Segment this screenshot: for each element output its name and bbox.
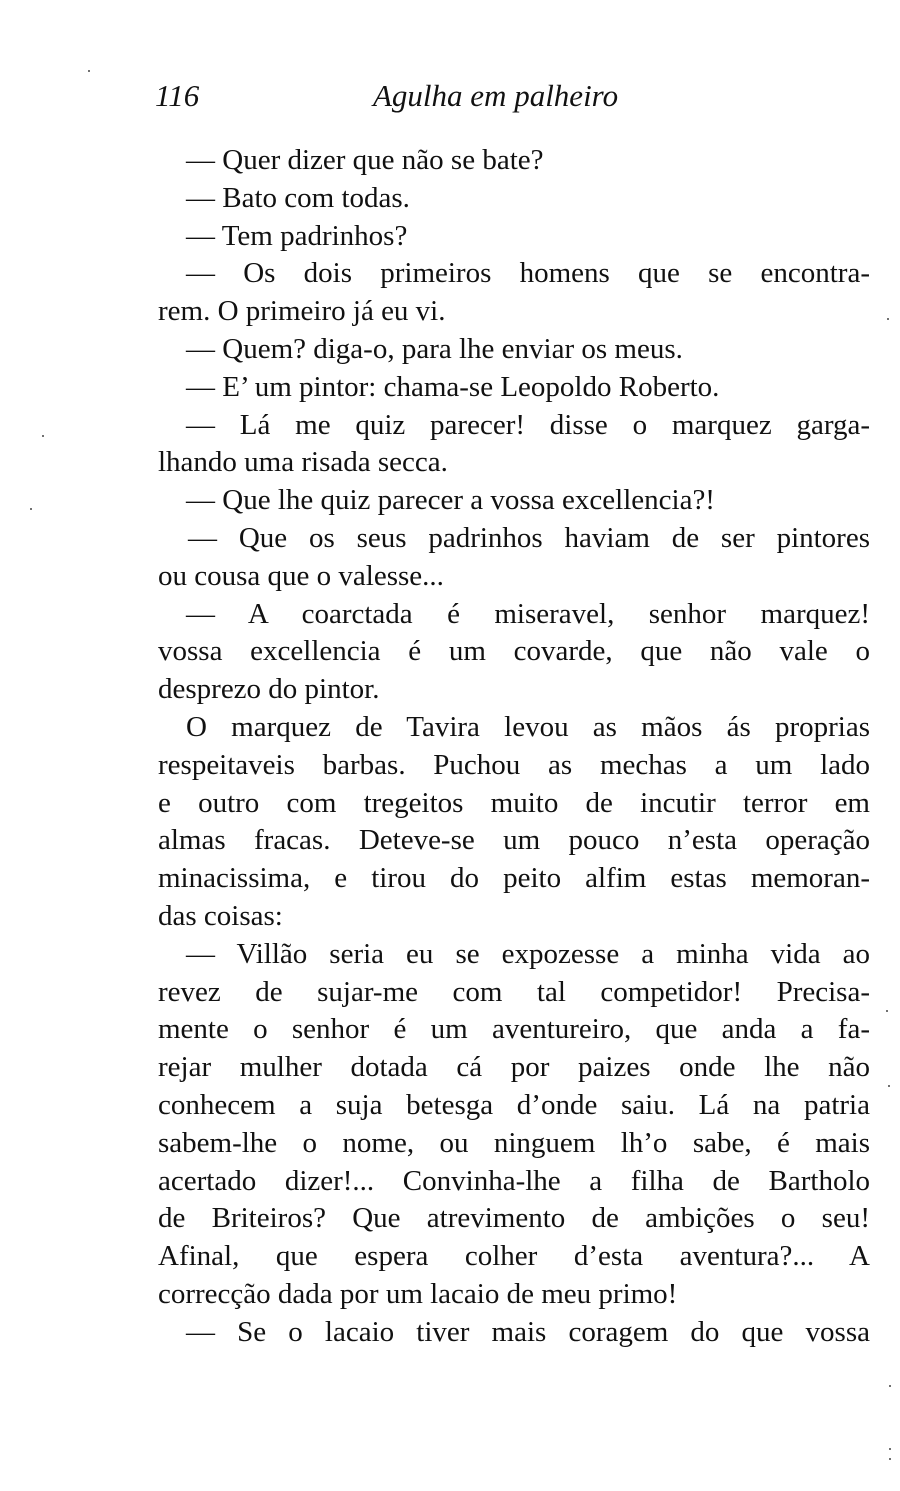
text-line: — Se o lacaio tiver mais coragem do que vossa	[186, 1315, 870, 1348]
text-line: — A coarctada é miseravel, senhor marquez!	[186, 597, 870, 630]
text-line: — E’ um pintor: chama-se Leopoldo Roberto.	[186, 370, 720, 403]
book-title: Agulha em palheiro	[373, 78, 619, 113]
text-line: conhecem a suja betesga d’onde saiu. Lá na patria	[158, 1088, 870, 1121]
text-line: O marquez de Tavira levou as mãos ás proprias	[186, 710, 870, 743]
text-line: correcção dada por um lacaio de meu primo!	[158, 1277, 678, 1310]
text-line: revez de sujar-me com tal competidor! Precisa-	[158, 975, 870, 1008]
text-line: vossa excellencia é um covarde, que não vale o	[158, 635, 870, 668]
text-line: ou cousa que o valesse...	[158, 559, 444, 592]
scan-speck	[889, 1458, 891, 1460]
text-line: almas fracas. Deteve-se um pouco n’esta operação	[158, 824, 870, 857]
text-line: — Tem padrinhos?	[186, 219, 408, 252]
text-line: e outro com tregeitos muito de incutir terror em	[158, 786, 870, 819]
scan-speck	[889, 1385, 891, 1387]
text-line: — Que os seus padrinhos haviam de ser pintores	[188, 521, 870, 554]
scan-speck	[30, 508, 32, 510]
text-line: sabem-lhe o nome, ou ninguem lh’o sabe, é mais	[158, 1126, 870, 1159]
running-head	[155, 78, 870, 118]
text-line: de Briteiros? Que atrevimento de ambições o seu!	[158, 1202, 870, 1235]
text-line: — Que lhe quiz parecer a vossa excellencia?!	[186, 484, 715, 517]
scan-speck	[88, 70, 90, 72]
scan-speck	[887, 318, 889, 320]
body-text	[158, 142, 870, 1352]
text-line: rem. O primeiro já eu vi.	[158, 295, 446, 328]
text-line: Afinal, que espera colher d’esta aventura?... A	[158, 1240, 870, 1273]
text-line: lhando uma risada secca.	[158, 446, 448, 479]
text-line: das coisas:	[158, 899, 283, 932]
text-line: rejar mulher dotada cá por paizes onde lhe não	[158, 1051, 870, 1084]
text-line: — Os dois primeiros homens que se encontra-	[186, 257, 870, 290]
text-line: mente o senhor é um aventureiro, que anda a fa-	[158, 1013, 870, 1046]
text-line: respeitaveis barbas. Puchou as mechas a um lado	[158, 748, 870, 781]
text-line: desprezo do pintor.	[158, 673, 380, 706]
scan-speck	[888, 1085, 890, 1087]
text-line: — Lá me quiz parecer! disse o marquez garga-	[186, 408, 870, 441]
page-number: 116	[155, 78, 200, 113]
text-line: — Villão seria eu se expozesse a minha vida ao	[186, 937, 870, 970]
text-line: — Bato com todas.	[186, 181, 410, 214]
text-line: acertado dizer!... Convinha-lhe a filha de Bartholo	[158, 1164, 870, 1197]
text-line: — Quem? diga-o, para lhe enviar os meus.	[186, 332, 683, 365]
text-line: — Quer dizer que não se bate?	[186, 144, 544, 176]
scan-speck	[886, 1010, 888, 1012]
text-line: minacissima, e tirou do peito alfim estas memoran-	[158, 862, 870, 895]
scan-speck	[889, 1448, 891, 1450]
scan-speck	[42, 435, 44, 437]
